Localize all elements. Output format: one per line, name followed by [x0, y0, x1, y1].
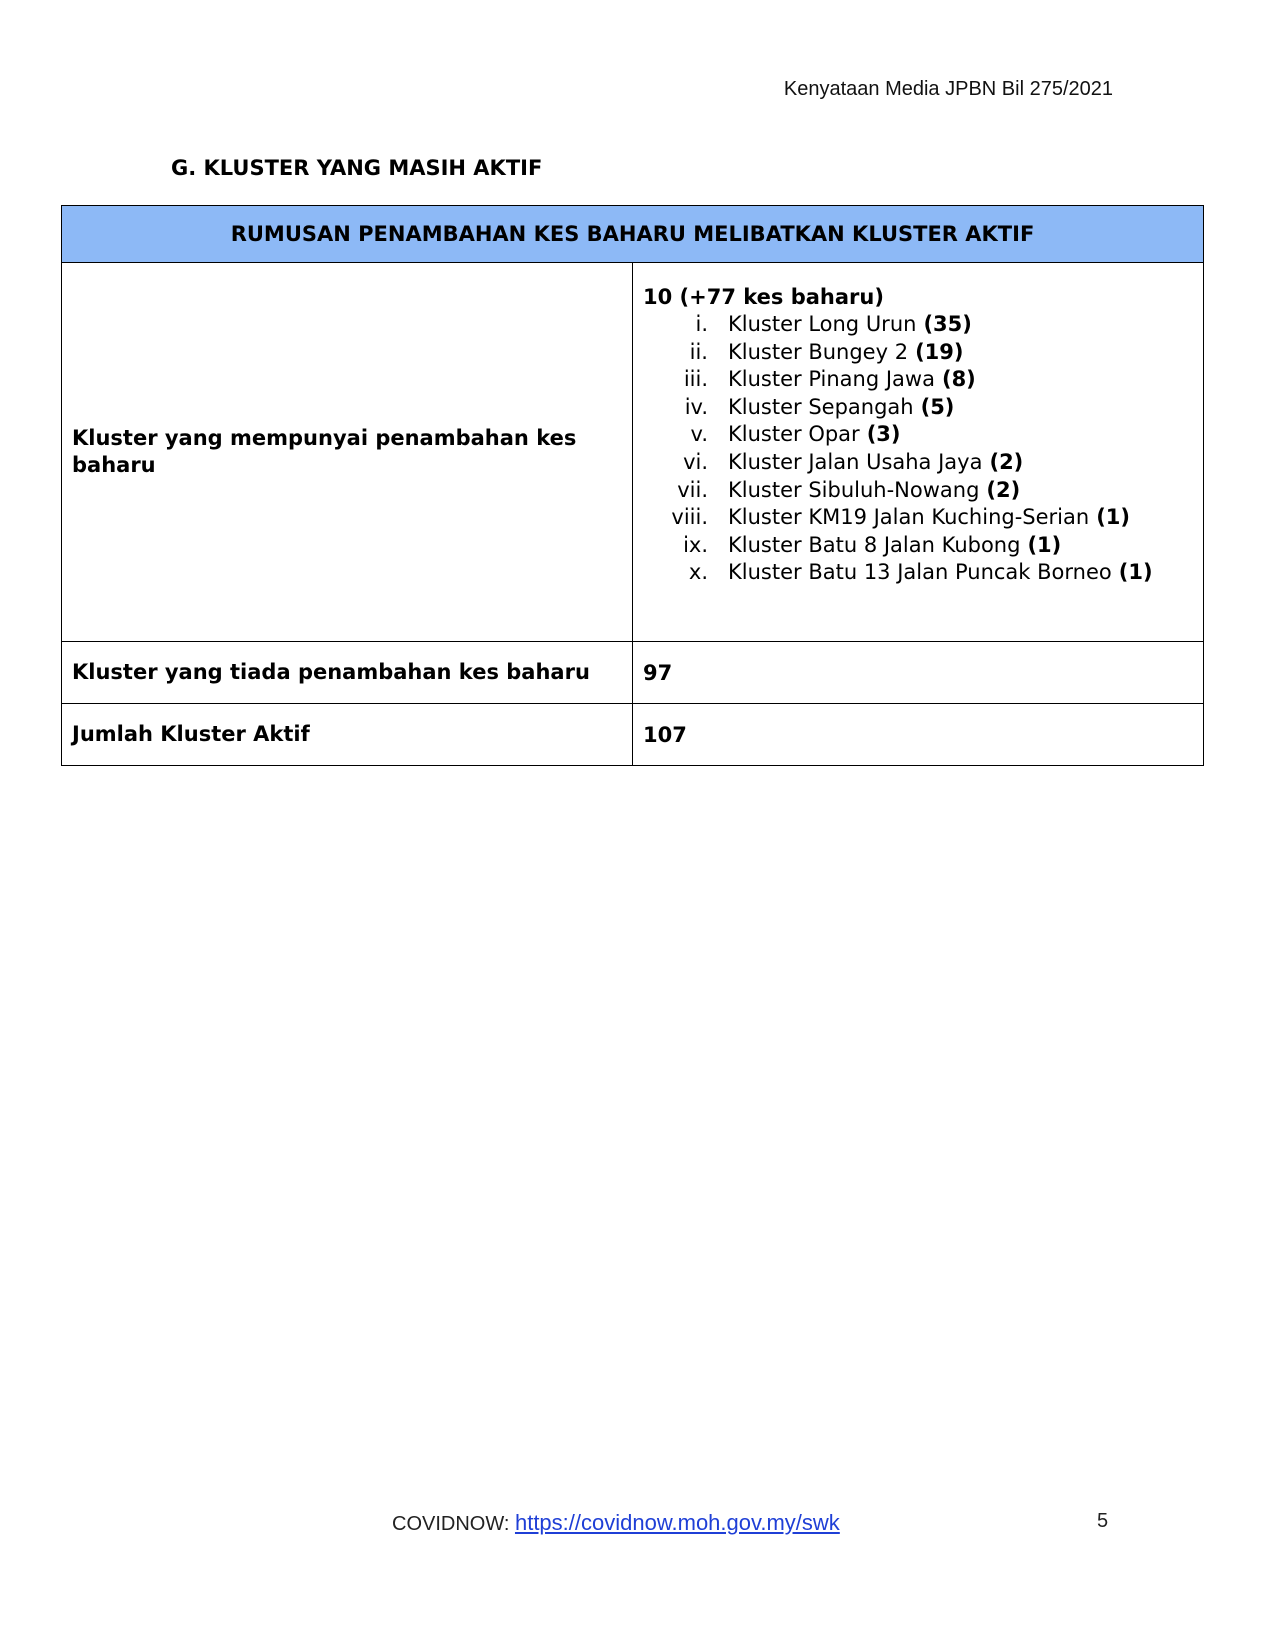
- row-label-clusters-without-new-cases: Kluster yang tiada penambahan kes baharu: [62, 642, 633, 704]
- list-item: [643, 532, 1193, 560]
- row-value-clusters-with-new-cases: [633, 263, 1204, 642]
- cluster-name: Kluster Sepangah: [728, 394, 914, 419]
- cluster-numeral: i.: [695, 312, 708, 336]
- cluster-case-count: (35): [923, 312, 972, 336]
- cluster-case-count: (8): [941, 367, 976, 392]
- cluster-numeral: ix.: [683, 532, 708, 557]
- list-item: [643, 421, 1193, 449]
- document-reference: Kenyataan Media JPBN Bil 275/2021: [783, 78, 1113, 100]
- table-row: [62, 704, 1204, 766]
- cluster-case-count: (5): [920, 394, 955, 419]
- cluster-name: Kluster Sibuluh-Nowang: [728, 477, 980, 502]
- table-title: RUMUSAN PENAMBAHAN KES BAHARU MELIBATKAN KLUSTER AKTIF: [62, 206, 1204, 263]
- cluster-numeral: iv.: [684, 394, 708, 419]
- cluster-numeral: x.: [688, 560, 708, 585]
- list-item: [643, 366, 1193, 394]
- list-item: [643, 504, 1193, 532]
- table-title-row: [62, 206, 1204, 263]
- cluster-case-count: (1): [1118, 560, 1153, 585]
- cluster-case-count: (2): [986, 477, 1021, 502]
- cluster-case-count: (2): [989, 449, 1024, 474]
- cluster-name: Kluster Batu 8 Jalan Kubong: [728, 532, 1021, 557]
- list-item: [643, 477, 1193, 505]
- covidnow-link[interactable]: https://covidnow.moh.gov.my/swk: [514, 1510, 840, 1535]
- cluster-name: Kluster Opar: [728, 422, 860, 447]
- cluster-case-count: (3): [866, 422, 901, 447]
- footer-label: COVIDNOW:: [392, 1513, 515, 1535]
- cluster-numeral: ii.: [689, 339, 708, 364]
- row-value-clusters-without-new-cases: 97: [633, 642, 1204, 704]
- row-value-total-active-clusters: 107: [633, 704, 1204, 766]
- list-item: [643, 559, 1193, 587]
- cluster-name: Kluster KM19 Jalan Kuching-Serian: [728, 505, 1090, 530]
- active-cluster-summary-table: [61, 205, 1204, 766]
- cluster-name: Kluster Pinang Jawa: [728, 367, 935, 392]
- list-item: [643, 311, 1193, 339]
- section-heading: G. KLUSTER YANG MASIH AKTIF: [171, 156, 543, 180]
- table-row: [62, 642, 1204, 704]
- cluster-name: Kluster Long Urun: [728, 312, 917, 336]
- cluster-numeral: iii.: [683, 367, 708, 392]
- table-row: [62, 263, 1204, 642]
- list-item: [643, 339, 1193, 367]
- cluster-numeral: viii.: [671, 505, 708, 530]
- cluster-name: Kluster Bungey 2: [728, 339, 909, 364]
- cluster-count-summary: 10 (+77 kes baharu): [643, 285, 884, 309]
- cluster-name: Kluster Jalan Usaha Jaya: [728, 449, 983, 474]
- row-label-total-active-clusters: Jumlah Kluster Aktif: [62, 704, 633, 766]
- list-item: [643, 394, 1193, 422]
- cluster-numeral: vii.: [677, 477, 708, 502]
- cluster-name: Kluster Batu 13 Jalan Puncak Borneo: [728, 560, 1112, 585]
- cluster-case-count: (19): [915, 339, 964, 364]
- cluster-numeral: v.: [690, 422, 708, 447]
- row-label-clusters-with-new-cases: Kluster yang mempunyai penambahan kes baharu: [62, 263, 633, 642]
- cluster-numeral: vi.: [683, 449, 708, 474]
- page-number: 5: [1097, 1510, 1109, 1532]
- footer: [392, 1510, 840, 1536]
- cluster-case-count: (1): [1027, 532, 1062, 557]
- list-item: [643, 449, 1193, 477]
- cluster-case-count: (1): [1096, 505, 1131, 530]
- cluster-list: [643, 311, 1193, 587]
